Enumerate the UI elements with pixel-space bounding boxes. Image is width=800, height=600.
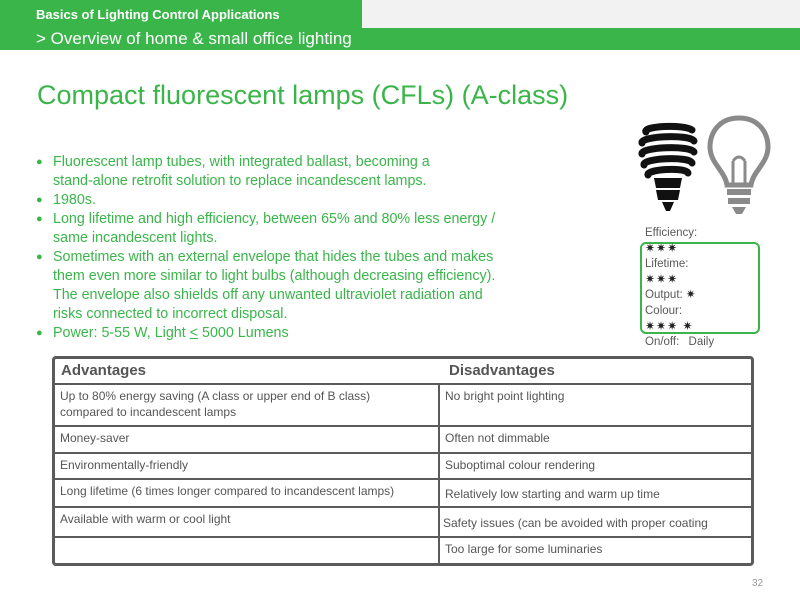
- bullet-item: [36, 248, 616, 324]
- bullet-item: [36, 191, 616, 210]
- disadvantage-cell: Too large for some luminaries: [440, 538, 751, 563]
- colour-stars: ✷✷✷ ✷: [645, 319, 694, 333]
- advantage-cell: Money-saver: [55, 427, 438, 452]
- bullet-line: Sometimes with an external envelope that hides the tubes and makes: [53, 249, 494, 265]
- output-row: [645, 287, 760, 303]
- bullet-dot-icon: ●: [36, 213, 43, 225]
- onoff-value: Daily: [688, 336, 715, 348]
- colour-label: Colour:: [645, 305, 683, 317]
- bullet-line: same incandescent lights.: [53, 230, 218, 246]
- output-stars: ✷: [685, 289, 696, 301]
- onoff-row: [645, 334, 760, 350]
- bullet-list: [36, 153, 616, 343]
- table-header: [55, 359, 751, 383]
- disadvantage-cell: Relatively low starting and warm up time: [440, 480, 751, 506]
- header-section-label: Basics of Lighting Control Applications: [36, 7, 280, 22]
- bullet-item: [36, 324, 616, 343]
- header-subtitle: > Overview of home & small office lighting: [36, 29, 352, 48]
- header-section-band: [0, 0, 800, 28]
- advantages-table: [52, 356, 754, 566]
- bullet-line: Fluorescent lamp tubes, with integrated ballast, becoming a: [53, 154, 430, 170]
- bullet-line: them even more similar to light bulbs (although decreasing efficiency).: [53, 268, 496, 284]
- advantages-header: Advantages: [61, 362, 147, 379]
- onoff-label: On/off:: [645, 336, 680, 348]
- rating-panel: [645, 225, 760, 350]
- power-prefix: Power: 5-55 W, Light: [53, 325, 190, 341]
- output-label: Output:: [645, 289, 683, 301]
- advantage-cell: [55, 538, 438, 563]
- lifetime-label: Lifetime:: [645, 258, 689, 270]
- disadvantage-cell: Suboptimal colour rendering: [440, 454, 751, 478]
- bullet-dot-icon: ●: [36, 156, 43, 168]
- disadvantage-cell: Often not dimmable: [440, 427, 751, 452]
- slide-title: Compact fluorescent lamps (CFLs) (A-class): [37, 80, 569, 110]
- power-suffix: 5000 Lumens: [198, 325, 289, 341]
- incandescent-bulb-icon: [705, 113, 773, 218]
- advantage-cell: [55, 385, 438, 425]
- bullet-line: Long lifetime and high efficiency, between 65% and 80% less energy /: [53, 211, 496, 227]
- bullet-item: [36, 153, 616, 191]
- bullet-line: The envelope also shields off any unwanted ultraviolet radiation and: [53, 287, 483, 303]
- bullet-line: stand-alone retrofit solution to replace incandescent lamps.: [53, 173, 427, 189]
- page-number: 32: [752, 578, 764, 589]
- disadvantage-cell: Safety issues (can be avoided with proper coating: [440, 508, 751, 536]
- bullet-dot-icon: ●: [36, 251, 43, 263]
- efficiency-label: Efficiency:: [645, 227, 698, 239]
- cfl-spiral-lamp-icon: [632, 118, 704, 213]
- power-lte: <: [189, 325, 199, 341]
- advantage-line: compared to incandescent lamps: [60, 405, 237, 419]
- bullet-dot-icon: ●: [36, 194, 43, 206]
- header-subtitle-band: [0, 28, 800, 50]
- disadvantage-cell: No bright point lighting: [440, 385, 751, 425]
- bullet-item: [36, 210, 616, 248]
- efficiency-stars: ✷✷✷: [645, 241, 679, 255]
- advantage-cell: Long lifetime (6 times longer compared to incandescent lamps): [55, 480, 438, 506]
- lifetime-stars: ✷✷✷: [645, 272, 679, 286]
- bullet-dot-icon: ●: [36, 327, 43, 339]
- bullet-line: 1980s.: [53, 192, 96, 208]
- bullet-line: risks connected to incorrect disposal.: [53, 306, 288, 322]
- advantage-cell: Available with warm or cool light: [55, 508, 438, 536]
- disadvantages-header: Disadvantages: [449, 362, 555, 379]
- advantage-cell: Environmentally-friendly: [55, 454, 438, 478]
- advantage-line: Up to 80% energy saving (A class or upper end of B class): [60, 389, 371, 403]
